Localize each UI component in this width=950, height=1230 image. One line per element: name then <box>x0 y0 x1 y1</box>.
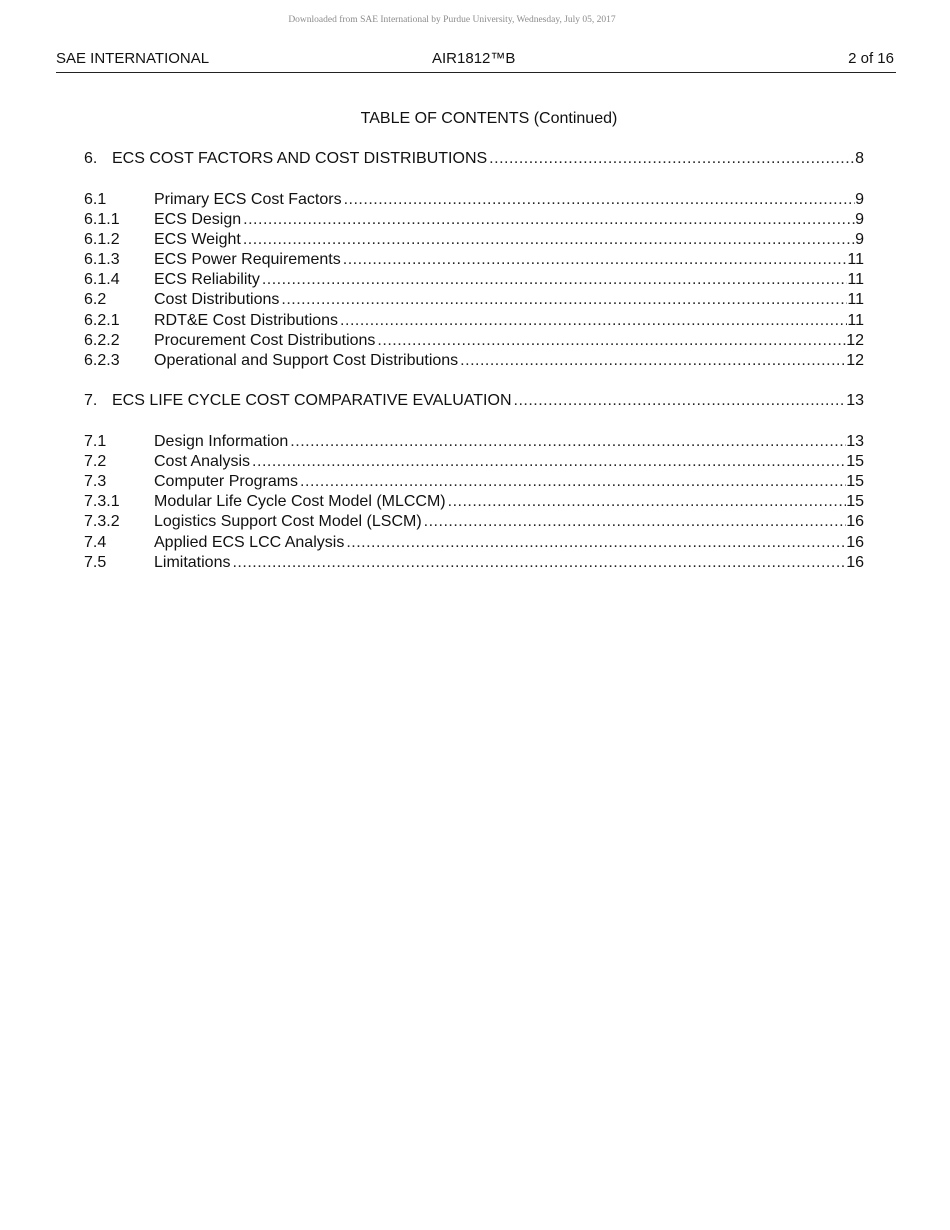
toc-entry-label: ECS COST FACTORS AND COST DISTRIBUTIONS <box>112 150 488 167</box>
toc-entry-number: 7.5 <box>84 554 107 571</box>
toc-dot-leader <box>344 190 856 210</box>
toc-dot-leader <box>377 331 846 351</box>
toc-entry-number: 6. <box>84 150 98 167</box>
toc-entry-label: Computer Programs <box>154 473 299 490</box>
toc-entry-page: 13 <box>846 392 864 409</box>
toc-entry-page: 8 <box>855 150 864 167</box>
toc-entry-label: ECS Weight <box>154 231 241 248</box>
toc-entry-6[interactable] <box>84 149 864 169</box>
toc-entry-page: 12 <box>846 332 864 349</box>
toc-entry-number: 6.2.2 <box>84 332 120 349</box>
toc-dot-leader <box>460 351 846 371</box>
toc-entry-6-1-4[interactable] <box>84 270 864 290</box>
toc-dot-leader <box>281 290 847 310</box>
toc-entry-page: 13 <box>846 433 864 450</box>
toc-dot-leader <box>346 533 846 553</box>
toc-entry-number: 6.1.3 <box>84 251 120 268</box>
toc-entry-label: Procurement Cost Distributions <box>154 332 376 349</box>
toc-entry-6-2-3[interactable] <box>84 351 864 371</box>
toc-entry-6-1-3[interactable] <box>84 250 864 270</box>
toc-entry-label: Cost Distributions <box>154 291 280 308</box>
toc-entry-6-1-1[interactable] <box>84 210 864 230</box>
toc-entry-page: 15 <box>846 473 864 490</box>
toc-dot-leader <box>232 553 846 573</box>
toc-entry-page: 9 <box>855 211 864 228</box>
toc-entry-6-2[interactable] <box>84 290 864 310</box>
toc-entry-7-3-1[interactable] <box>84 492 864 512</box>
toc-entry-label: ECS Power Requirements <box>154 251 341 268</box>
toc-entry-number: 7. <box>84 392 98 409</box>
toc-entry-page: 16 <box>846 513 864 530</box>
toc-entry-number: 6.2.1 <box>84 312 120 329</box>
header-page-number: 2 of 16 <box>848 50 894 67</box>
toc-entry-number: 6.2 <box>84 291 107 308</box>
toc-dot-leader <box>424 512 847 532</box>
toc-entry-label: Primary ECS Cost Factors <box>154 191 342 208</box>
toc-entry-6-1-2[interactable] <box>84 230 864 250</box>
toc-entry-page: 11 <box>847 251 864 268</box>
toc-entry-label: RDT&E Cost Distributions <box>154 312 339 329</box>
toc-entry-label: Operational and Support Cost Distributions <box>154 352 459 369</box>
toc-entry-number: 6.1 <box>84 191 107 208</box>
toc-entry-page: 12 <box>846 352 864 369</box>
toc-entry-6-2-1[interactable] <box>84 311 864 331</box>
toc-entry-number: 7.4 <box>84 534 107 551</box>
toc-entry-page: 15 <box>846 453 864 470</box>
toc-dot-leader <box>489 149 855 169</box>
toc-entry-6-2-2[interactable] <box>84 331 864 351</box>
toc-entry-7-5[interactable] <box>84 553 864 573</box>
toc-dot-leader <box>448 492 847 512</box>
toc-entry-label: Applied ECS LCC Analysis <box>154 534 345 551</box>
toc-entry-7-4[interactable] <box>84 533 864 553</box>
toc-entry-number: 6.2.3 <box>84 352 120 369</box>
toc-entry-number: 7.3 <box>84 473 107 490</box>
toc-entry-number: 7.3.2 <box>84 513 120 530</box>
toc-dot-leader <box>514 391 847 411</box>
toc-entry-7-2[interactable] <box>84 452 864 472</box>
toc-entry-label: Cost Analysis <box>154 453 251 470</box>
toc-entry-number: 6.1.2 <box>84 231 120 248</box>
toc-entry-label: ECS LIFE CYCLE COST COMPARATIVE EVALUATION <box>112 392 512 409</box>
toc-entry-page: 15 <box>846 493 864 510</box>
toc-entry-7-1[interactable] <box>84 432 864 452</box>
running-header <box>56 50 896 73</box>
toc-dot-leader <box>343 250 848 270</box>
toc-dot-leader <box>290 432 846 452</box>
toc-entry-6-1[interactable] <box>84 190 864 210</box>
toc-dot-leader <box>340 311 847 331</box>
toc-entry-7[interactable] <box>84 391 864 411</box>
header-document-id: AIR1812™B <box>432 50 516 67</box>
toc-entry-label: Limitations <box>154 554 231 571</box>
toc-dot-leader <box>243 210 855 230</box>
toc-entry-label: Modular Life Cycle Cost Model (MLCCM) <box>154 493 446 510</box>
toc-entry-page: 11 <box>847 312 864 329</box>
toc-entry-label: Design Information <box>154 433 289 450</box>
toc-entry-label: Logistics Support Cost Model (LSCM) <box>154 513 422 530</box>
toc-dot-leader <box>262 270 848 290</box>
toc-dot-leader <box>243 230 855 250</box>
header-organization: SAE INTERNATIONAL <box>56 50 210 67</box>
toc-entry-number: 6.1.4 <box>84 271 120 288</box>
toc-entry-number: 6.1.1 <box>84 211 120 228</box>
toc-entry-label: ECS Design <box>154 211 242 228</box>
toc-entry-number: 7.3.1 <box>84 493 120 510</box>
toc-entry-label: ECS Reliability <box>154 271 260 288</box>
toc-entry-7-3-2[interactable] <box>84 512 864 532</box>
toc-entry-7-3[interactable] <box>84 472 864 492</box>
toc-entry-number: 7.1 <box>84 433 107 450</box>
toc-entry-page: 9 <box>855 231 864 248</box>
download-notice: Downloaded from SAE International by Purdue University, Wednesday, July 05, 2017 <box>288 15 616 25</box>
toc-entry-page: 11 <box>847 291 864 308</box>
toc-title: TABLE OF CONTENTS (Continued) <box>360 110 618 127</box>
toc-entry-page: 9 <box>855 191 864 208</box>
toc-entry-page: 16 <box>846 554 864 571</box>
toc-dot-leader <box>252 452 846 472</box>
toc-entry-number: 7.2 <box>84 453 107 470</box>
toc-entry-page: 11 <box>847 271 864 288</box>
toc-entry-page: 16 <box>846 534 864 551</box>
toc-dot-leader <box>300 472 846 492</box>
